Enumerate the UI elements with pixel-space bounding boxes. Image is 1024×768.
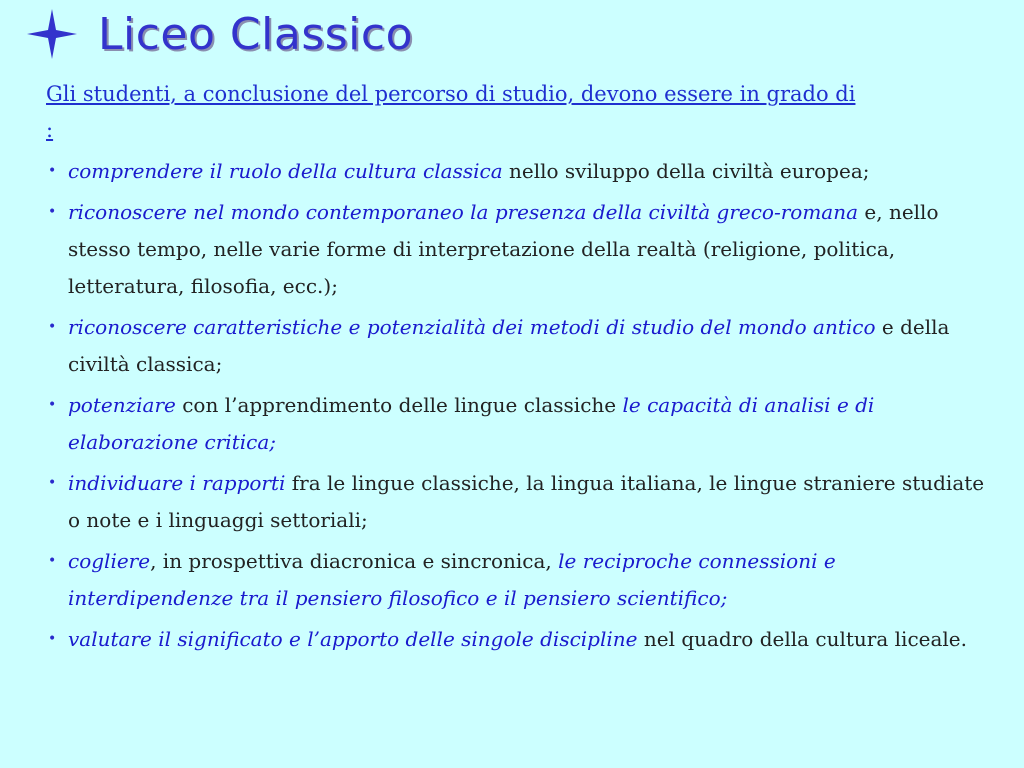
highlighted-text: riconoscere caratteristiche e potenzialità dei metodi di studio del mondo antico	[68, 315, 876, 339]
bullet-icon: •	[48, 553, 57, 569]
highlighted-text: individuare i rapporti	[68, 471, 286, 495]
bullet-icon: •	[48, 204, 57, 220]
highlighted-text: potenziare	[68, 393, 176, 417]
objectives-list	[46, 153, 998, 662]
highlighted-text: le capacità di analisi e di elaborazione critica;	[68, 393, 875, 454]
item-text: con l’apprendimento delle lingue classiche	[175, 393, 623, 417]
list-item	[46, 465, 998, 539]
item-text: , in prospettiva diacronica e sincronica,	[150, 549, 559, 573]
bullet-icon: •	[48, 475, 57, 491]
highlighted-text: le reciproche connessioni e interdipendenze tra il pensiero filosofico e il pensiero scientifico;	[68, 549, 836, 610]
title-row	[26, 8, 413, 60]
list-item	[46, 153, 998, 190]
item-text: e della civiltà classica;	[68, 315, 950, 376]
bullet-icon: •	[48, 163, 57, 179]
list-item	[46, 621, 998, 658]
bullet-icon: •	[48, 397, 57, 413]
item-text: nel quadro della cultura liceale.	[637, 627, 967, 651]
highlighted-text: cogliere	[68, 549, 151, 573]
item-text: fra le lingue classiche, la lingua italiana, le lingue straniere studiate o note e i linguaggi settoriali;	[68, 471, 985, 532]
list-item	[46, 309, 998, 383]
four-point-star-icon	[26, 8, 78, 60]
list-item	[46, 543, 998, 617]
highlighted-text: comprendere il ruolo della cultura classica	[68, 159, 503, 183]
intro-text: Gli studenti, a conclusione del percorso di studio, devono essere in grado di :	[46, 82, 856, 142]
bullet-icon: •	[48, 319, 57, 335]
list-item	[46, 194, 998, 305]
highlighted-text: riconoscere nel mondo contemporaneo la presenza della civiltà greco-romana	[68, 200, 859, 224]
slide-title: Liceo Classico	[98, 8, 413, 60]
bullet-icon: •	[48, 631, 57, 647]
item-text: nello sviluppo della civiltà europea;	[502, 159, 870, 183]
list-item	[46, 387, 998, 461]
highlighted-text: valutare il significato e l’apporto delle singole discipline	[68, 627, 638, 651]
item-text: e, nello stesso tempo, nelle varie forme di interpretazione della realtà (religione, politica, letteratura, filosofia, ecc.);	[68, 200, 939, 298]
